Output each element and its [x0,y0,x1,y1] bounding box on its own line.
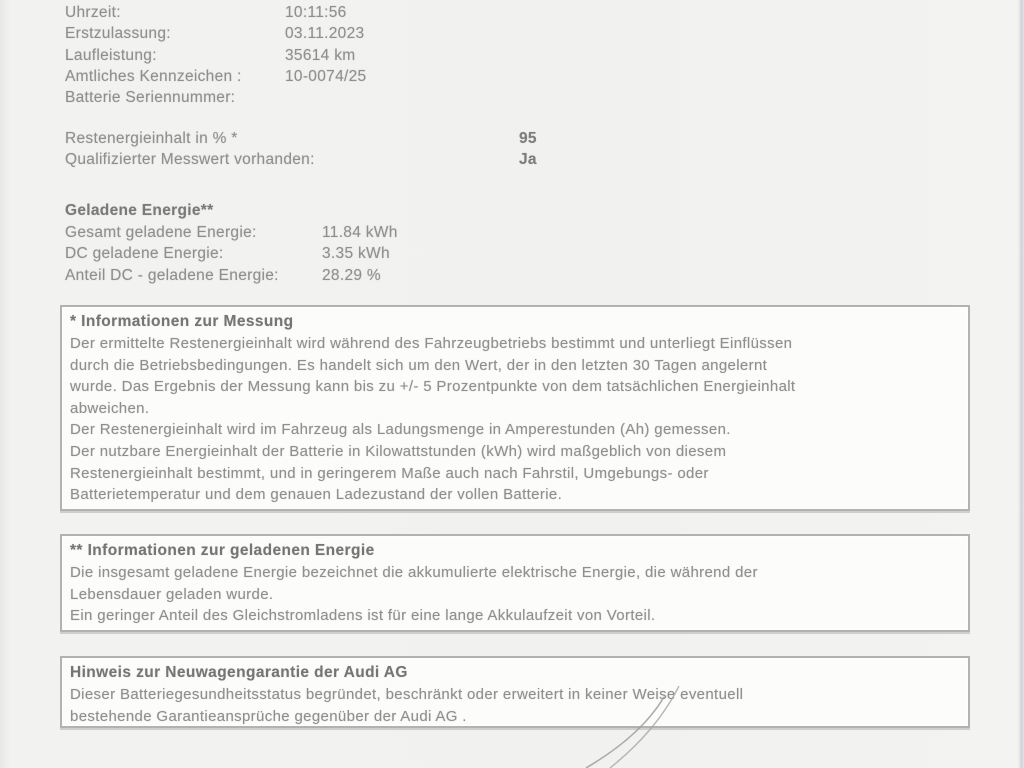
meta-label: Uhrzeit: [65,4,121,21]
hinweis-box-neuwagengarantie [60,656,970,728]
meta-row-laufleistung [65,45,366,66]
meta-value: 35614 km [285,46,356,64]
energy-value: 28.29 % [322,266,381,284]
info-box-geladene-energie-line: Ein geringer Anteil des Gleichstromladens ist für eine lange Akkulaufzeit von Vorteil. [70,607,656,625]
info-box-messung-line: Der nutzbare Energieinhalt der Batterie in Kilowattstunden (kWh) wird maßgeblich von diesem [70,442,727,460]
info-box-messung-line: durch die Betriebsbedingungen. Es handelt sich um den Wert, der in den letzten 30 Tagen angelernt [70,356,768,374]
restenergieinhalt-value: 95 [519,130,537,147]
meta-value: 10-0074/25 [285,67,367,85]
meta-label: Erstzulassung: [65,25,171,43]
hinweis-box-title: Hinweis zur Neuwagengarantie der Audi AG [70,664,408,681]
info-box-messung-line: abweichen. [70,399,150,417]
info-box-messung-line: Batterietemperatur und dem genauen Ladezustand der vollen Batterie. [70,486,563,504]
charged-energy-block [65,200,398,286]
energy-label: Gesamt geladene Energie: [65,224,257,241]
measurement-label: Qualifizierter Messwert vorhanden: [65,151,315,169]
hinweis-box-line: Dieser Batteriegesundheitsstatus begründet, beschränkt oder erweitert in keiner Weise eventuell [70,686,744,703]
row-restenergieinhalt [65,128,537,149]
info-box-geladene-energie-line: Die insgesamt geladene Energie bezeichnet die akkumulierte elektrische Energie, die während der [70,564,758,581]
meta-label: Batterie Seriennummer: [65,89,236,107]
info-box-messung [60,305,970,511]
meta-label: Amtliches Kennzeichen : [65,67,242,85]
info-box-messung-line: wurde. Das Ergebnis der Messung kann bis zu +/- 5 Prozentpunkte von dem tatsächlichen Energieinhalt [70,378,796,396]
info-box-messung-line: Der ermittelte Restenergieinhalt wird während des Fahrzeugbetriebs bestimmt und unterliegt Einflüssen [70,335,793,352]
meta-row-erstzulassung [65,23,366,44]
meta-row-batterie-seriennummer [65,87,366,108]
meta-row-kennzeichen [65,66,366,87]
meta-row-uhrzeit [65,2,366,23]
info-box-geladene-energie-line: Lebensdauer geladen wurde. [70,585,274,603]
info-box-geladene-energie [60,534,970,632]
info-box-geladene-energie-title: ** Informationen zur geladenen Energie [70,542,375,559]
row-dc-geladene-energie [65,243,398,264]
row-qualifizierter-messwert [65,149,537,170]
info-box-messung-line: Der Restenergieinhalt wird im Fahrzeug als Ladungsmenge in Amperestunden (Ah) gemessen. [70,421,731,439]
row-anteil-dc-geladene-energie [65,265,398,286]
row-gesamt-geladene-energie [65,222,398,243]
measurement-label: Restenergieinhalt in % * [65,130,238,147]
meta-value: 10:11:56 [285,4,347,21]
meta-value: 03.11.2023 [285,25,365,43]
energy-label: Anteil DC - geladene Energie: [65,266,279,284]
hinweis-box-line: bestehende Garantieansprüche gegenüber der Audi AG . [70,707,467,725]
info-box-messung-line: Restenergieinhalt bestimmt, und in geringerem Maße auch nach Fahrstil, Umgebungs- oder [70,464,709,482]
info-box-messung-title: * Informationen zur Messung [70,313,294,330]
energy-value: 11.84 kWh [322,224,398,241]
vehicle-meta-block [65,2,366,108]
page-right-edge-shadow [1018,0,1024,768]
meta-label: Laufleistung: [65,46,157,64]
energy-label: DC geladene Energie: [65,245,224,263]
energy-value: 3.35 kWh [322,245,390,263]
measurement-result-block [65,128,537,171]
messwert-vorhanden-value: Ja [519,151,537,169]
charged-energy-title: Geladene Energie** [65,202,214,219]
